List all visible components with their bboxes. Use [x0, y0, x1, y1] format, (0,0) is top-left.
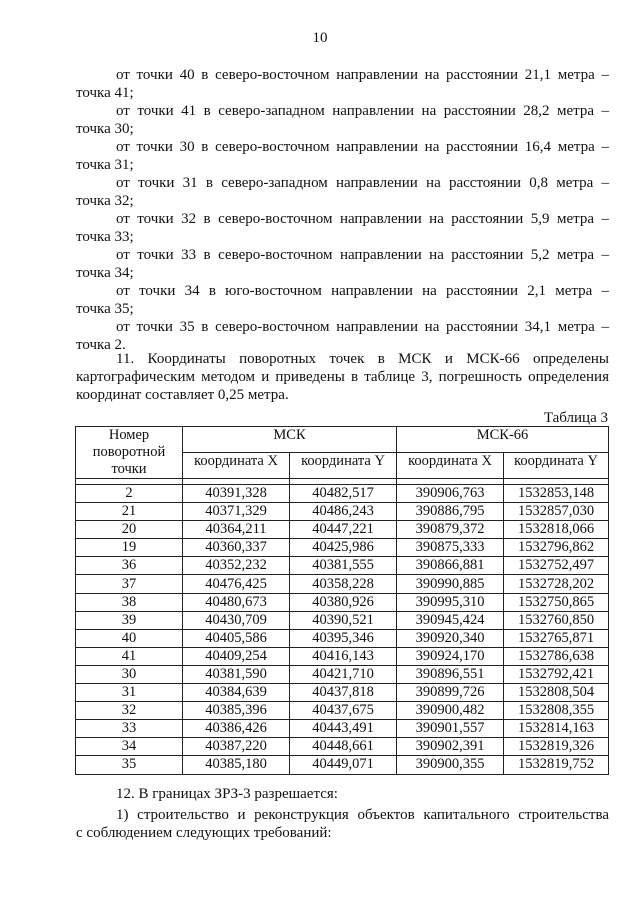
text-line: координат составляет 0,25 метра. [76, 387, 289, 403]
point-number-cell: 31 [76, 684, 183, 702]
coordinate-cell: 40380,926 [290, 593, 397, 611]
table-row [76, 485, 609, 503]
text-line: от точки 32 в северо-восточном направлении на расстоянии 5,9 метра – [116, 211, 609, 227]
table-row [76, 684, 609, 702]
text-line: с соблюдением следующих требований: [76, 825, 332, 841]
coordinate-cell: 40391,328 [183, 485, 290, 503]
coordinate-cell: 1532765,871 [504, 629, 609, 647]
table-body [76, 479, 609, 775]
text-line: точка 33; [76, 229, 134, 245]
coordinate-cell: 40449,071 [290, 756, 397, 774]
coordinate-cell: 40482,517 [290, 485, 397, 503]
table-row [76, 647, 609, 665]
coordinate-cell: 40385,180 [183, 756, 290, 774]
point-number-cell: 40 [76, 629, 183, 647]
text-line: точка 30; [76, 121, 134, 137]
coordinate-cell: 40416,143 [290, 647, 397, 665]
header-point-number: Номер поворотной точки [76, 427, 183, 479]
coordinate-cell: 390990,885 [397, 575, 504, 593]
coordinate-cell: 40443,491 [290, 720, 397, 738]
coordinate-cell: 40385,396 [183, 702, 290, 720]
text-line: от точки 35 в северо-восточном направлении на расстоянии 34,1 метра – [116, 319, 609, 335]
point-number-cell: 41 [76, 647, 183, 665]
coordinate-cell: 390902,391 [397, 738, 504, 756]
text-line: от точки 40 в северо-восточном направлении на расстоянии 21,1 метра – [116, 67, 609, 83]
coordinate-cell: 40437,675 [290, 702, 397, 720]
coordinate-cell: 390900,482 [397, 702, 504, 720]
header-msk66-y: координата Y [504, 453, 609, 479]
coordinate-cell: 390866,881 [397, 557, 504, 575]
coordinate-cell: 40371,329 [183, 503, 290, 521]
coordinate-cell: 40364,211 [183, 521, 290, 539]
coordinate-cell: 1532786,638 [504, 647, 609, 665]
table-row [76, 629, 609, 647]
coordinate-cell: 1532808,355 [504, 702, 609, 720]
point-number-cell: 36 [76, 557, 183, 575]
table-row [76, 702, 609, 720]
coordinate-cell: 40360,337 [183, 539, 290, 557]
coordinate-cell: 40425,986 [290, 539, 397, 557]
text-line: точка 35; [76, 301, 134, 317]
coordinate-cell: 40358,228 [290, 575, 397, 593]
coordinate-cell: 1532808,504 [504, 684, 609, 702]
coordinate-cell: 1532819,752 [504, 756, 609, 774]
text-line: точка 32; [76, 193, 134, 209]
text-line: от точки 41 в северо-западном направлении на расстоянии 28,2 метра – [116, 103, 609, 119]
text-line: от точки 30 в северо-восточном направлении на расстоянии 16,4 метра – [116, 139, 609, 155]
coordinate-cell: 40381,590 [183, 665, 290, 683]
text-line: от точки 33 в северо-восточном направлении на расстоянии 5,2 метра – [116, 247, 609, 263]
coordinate-cell: 1532853,148 [504, 485, 609, 503]
text-line: 12. В границах ЗРЗ-3 разрешается: [116, 786, 338, 802]
table-caption: Таблица 3 [543, 410, 608, 426]
coordinate-cell: 390879,372 [397, 521, 504, 539]
coordinate-cell: 1532814,163 [504, 720, 609, 738]
coordinate-cell: 40448,661 [290, 738, 397, 756]
coordinate-cell: 390900,355 [397, 756, 504, 774]
point-number-cell: 39 [76, 611, 183, 629]
point-number-cell: 33 [76, 720, 183, 738]
table-row [76, 756, 609, 774]
coordinate-cell: 1532818,066 [504, 521, 609, 539]
text-line: от точки 31 в северо-западном направлении на расстоянии 0,8 метра – [116, 175, 609, 191]
coordinate-cell: 40486,243 [290, 503, 397, 521]
point-number-cell: 34 [76, 738, 183, 756]
coordinates-table [75, 426, 609, 775]
coordinate-cell: 40384,639 [183, 684, 290, 702]
point-number-cell: 19 [76, 539, 183, 557]
coordinate-cell: 390945,424 [397, 611, 504, 629]
text-line: точка 31; [76, 157, 134, 173]
coordinate-cell: 1532750,865 [504, 593, 609, 611]
point-number-cell: 20 [76, 521, 183, 539]
coordinate-cell: 40390,521 [290, 611, 397, 629]
coordinate-cell: 40430,709 [183, 611, 290, 629]
coordinate-cell: 1532760,850 [504, 611, 609, 629]
coordinate-cell: 390899,726 [397, 684, 504, 702]
table-row [76, 593, 609, 611]
page-number: 10 [312, 30, 328, 46]
header-msk-x: координата X [183, 453, 290, 479]
coordinate-cell: 1532796,862 [504, 539, 609, 557]
coordinate-cell: 40447,221 [290, 521, 397, 539]
table-row [76, 611, 609, 629]
coordinate-cell: 40381,555 [290, 557, 397, 575]
table-row [76, 665, 609, 683]
coordinate-cell: 390896,551 [397, 665, 504, 683]
coordinate-cell: 1532857,030 [504, 503, 609, 521]
coordinate-cell: 40386,426 [183, 720, 290, 738]
coordinate-cell: 1532752,497 [504, 557, 609, 575]
table-row [76, 575, 609, 593]
text-line: от точки 34 в юго-восточном направлении на расстоянии 2,1 метра – [116, 283, 609, 299]
point-number-cell: 35 [76, 756, 183, 774]
coordinate-cell: 40352,232 [183, 557, 290, 575]
text-line: точка 2. [76, 337, 126, 353]
table-row [76, 539, 609, 557]
coordinate-cell: 40476,425 [183, 575, 290, 593]
coordinate-cell: 390906,763 [397, 485, 504, 503]
point-number-cell: 32 [76, 702, 183, 720]
coordinate-cell: 1532728,202 [504, 575, 609, 593]
table-row [76, 503, 609, 521]
coordinate-cell: 40395,346 [290, 629, 397, 647]
coordinate-cell: 1532819,326 [504, 738, 609, 756]
coordinate-cell: 40480,673 [183, 593, 290, 611]
table-row [76, 720, 609, 738]
coordinate-cell: 40421,710 [290, 665, 397, 683]
table-row [76, 521, 609, 539]
table-row [76, 557, 609, 575]
coordinate-cell: 390920,340 [397, 629, 504, 647]
coordinate-cell: 40409,254 [183, 647, 290, 665]
coordinate-cell: 390901,557 [397, 720, 504, 738]
coordinate-cell: 390875,333 [397, 539, 504, 557]
coordinate-cell: 1532792,421 [504, 665, 609, 683]
point-number-cell: 30 [76, 665, 183, 683]
point-number-cell: 37 [76, 575, 183, 593]
coordinate-cell: 390924,170 [397, 647, 504, 665]
table-row [76, 738, 609, 756]
coordinate-cell: 390995,310 [397, 593, 504, 611]
header-msk66-x: координата X [397, 453, 504, 479]
header-msk: МСК [183, 427, 397, 453]
coordinate-cell: 40387,220 [183, 738, 290, 756]
text-line: 1) строительство и реконструкция объектов капитального строительства [116, 807, 609, 823]
coordinate-cell: 40405,586 [183, 629, 290, 647]
coordinate-cell: 40437,818 [290, 684, 397, 702]
header-msk66: МСК-66 [397, 427, 609, 453]
text-line: картографическим методом и приведены в таблице 3, погрешность определения [76, 369, 609, 385]
point-number-cell: 2 [76, 485, 183, 503]
coordinate-cell: 390886,795 [397, 503, 504, 521]
text-line: точка 34; [76, 265, 134, 281]
point-number-cell: 21 [76, 503, 183, 521]
header-msk-y: координата Y [290, 453, 397, 479]
text-line: 11. Координаты поворотных точек в МСК и МСК-66 определены [116, 351, 609, 367]
text-line: точка 41; [76, 85, 134, 101]
point-number-cell: 38 [76, 593, 183, 611]
